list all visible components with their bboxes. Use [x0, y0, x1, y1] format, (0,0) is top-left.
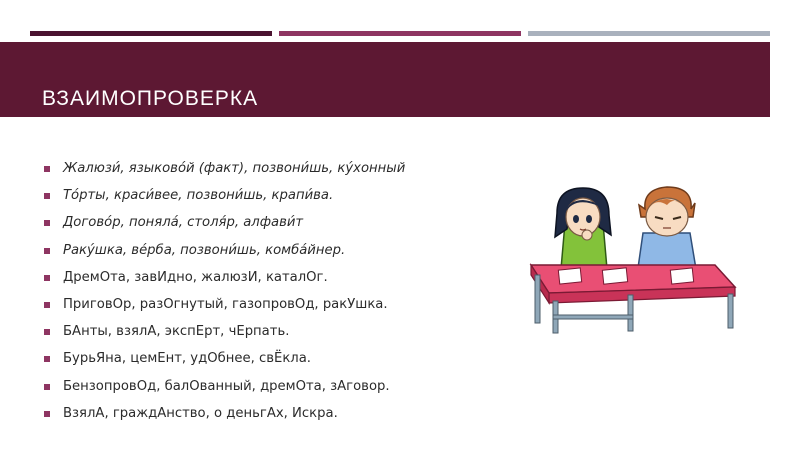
list-item: [44, 158, 405, 185]
girl-figure: [555, 188, 611, 269]
list-item: [44, 240, 405, 267]
bullet-list: [44, 158, 405, 430]
bullet-icon: [44, 193, 50, 199]
list-item-text: БензопровОд, балОванный, дремОта, зАговор.: [63, 378, 390, 394]
list-item-text: БурьЯна, цемЕнт, удОбнее, свЁкла.: [63, 351, 311, 367]
boy-figure: [637, 187, 697, 275]
bullet-icon: [44, 411, 50, 417]
slide-title: ВЗАИМОПРОВЕРКА: [42, 87, 259, 110]
accent-bar-right: [528, 31, 770, 36]
bullet-icon: [44, 166, 50, 172]
students-at-desk-illustration: [525, 183, 740, 335]
list-item-text: ДремОта, завИдно, жалюзИ, каталОг.: [63, 269, 328, 285]
list-item: [44, 185, 405, 212]
bullet-icon: [44, 329, 50, 335]
desk: [531, 265, 735, 333]
bullet-icon: [44, 275, 50, 281]
list-item-text: Раку́шка, ве́рба, позвони́шь, комба́йнер.: [63, 242, 346, 258]
list-item: [44, 403, 405, 430]
list-item: [44, 267, 405, 294]
list-item-text: ПриговОр, разОгнутый, газопровОд, ракУшка.: [63, 296, 388, 312]
list-item-text: Жалюзи́, языково́й (факт), позвони́шь, ку́хонный: [63, 161, 406, 176]
list-item: [44, 348, 405, 375]
list-item-text: ВзялА, граждАнство, о деньгАх, Искра.: [63, 405, 338, 421]
bullet-icon: [44, 302, 50, 308]
accent-bar-left: [30, 31, 272, 36]
accent-bar-middle: [279, 31, 521, 36]
list-item-text: БАнты, взялА, экспЕрт, чЕрпать.: [63, 324, 290, 340]
list-item: [44, 376, 405, 403]
bullet-icon: [44, 384, 50, 390]
bullet-icon: [44, 356, 50, 362]
list-item-text: Догово́р, поняла́, столя́р, алфави́т: [63, 215, 304, 231]
bullet-icon: [44, 248, 50, 254]
list-item-text: То́рты, краси́вее, позвони́шь, крапи́ва.: [63, 188, 334, 204]
bullet-icon: [44, 220, 50, 226]
list-item: [44, 294, 405, 321]
list-item: [44, 212, 405, 239]
list-item: [44, 321, 405, 348]
